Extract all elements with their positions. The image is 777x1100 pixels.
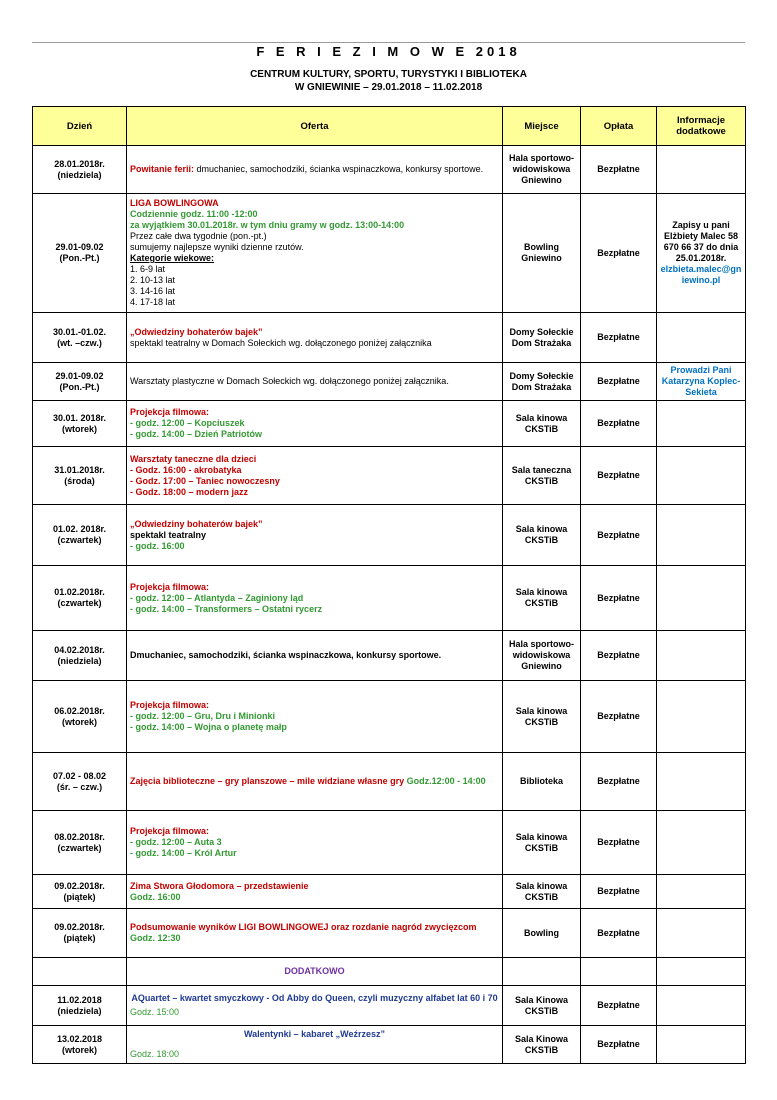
email-link[interactable]: elzbieta.malec@gniewino.pl xyxy=(660,264,742,285)
day-cell: 30.01. 2018r. (wtorek) xyxy=(33,401,127,447)
table-row xyxy=(33,811,746,875)
info-cell xyxy=(657,146,746,194)
place-cell: Sala Kinowa CKSTiB xyxy=(503,986,581,1026)
col-offer: Oferta xyxy=(127,107,503,146)
info-cell xyxy=(657,811,746,875)
info-cell xyxy=(657,1026,746,1064)
day-cell: 09.02.2018r. (piątek) xyxy=(33,875,127,909)
place-cell: Sala kinowa CKSTiB xyxy=(503,566,581,631)
offer-cell: Projekcja filmowa: - godz. 12:00 – Auta 3 - godz. 14:00 – Król Artur xyxy=(127,811,503,875)
day-cell: 29.01-09.02 (Pon.-Pt.) xyxy=(33,363,127,401)
table-row xyxy=(33,875,746,909)
fee-cell: Bezpłatne xyxy=(581,566,657,631)
table-header-row xyxy=(33,107,746,146)
day-cell: 30.01.-01.02. (wt. –czw.) xyxy=(33,313,127,363)
info-cell xyxy=(657,566,746,631)
offer-cell: Warsztaty taneczne dla dzieci - Godz. 16:00 - akrobatyka - Godz. 17:00 – Taniec nowoczesny - Godz. 18:00 – modern jazz xyxy=(127,447,503,505)
page-title: F E R I E Z I M O W E 2018 xyxy=(256,44,521,59)
day-cell: 31.01.2018r. (środa) xyxy=(33,447,127,505)
fee-cell: Bezpłatne xyxy=(581,986,657,1026)
offer-cell: Walentynki – kabaret „Weźrzesz” Godz. 18:00 xyxy=(127,1026,503,1064)
info-cell xyxy=(657,313,746,363)
table-row xyxy=(33,566,746,631)
schedule-table xyxy=(32,106,746,1064)
place-cell: Sala kinowa CKSTiB xyxy=(503,505,581,566)
info-cell xyxy=(657,909,746,958)
day-cell: 01.02.2018r. (czwartek) xyxy=(33,566,127,631)
place-cell: Biblioteka xyxy=(503,753,581,811)
fee-cell: Bezpłatne xyxy=(581,811,657,875)
fee-cell: Bezpłatne xyxy=(581,313,657,363)
info-cell xyxy=(657,986,746,1026)
empty-cell xyxy=(581,958,657,986)
day-cell: 04.02.2018r. (niedziela) xyxy=(33,631,127,681)
fee-cell: Bezpłatne xyxy=(581,681,657,753)
table-row xyxy=(33,401,746,447)
fee-cell: Bezpłatne xyxy=(581,753,657,811)
offer-cell: AQuartet – kwartet smyczkowy - Od Abby do Queen, czyli muzyczny alfabet lat 60 i 70 Godz. 15:00 xyxy=(127,986,503,1026)
table-row xyxy=(33,313,746,363)
col-place: Miejsce xyxy=(503,107,581,146)
offer-cell: Dmuchaniec, samochodziki, ścianka wspinaczkowa, konkursy sportowe. xyxy=(127,631,503,681)
table-row xyxy=(33,194,746,313)
info-cell xyxy=(657,753,746,811)
fee-cell: Bezpłatne xyxy=(581,447,657,505)
table-row xyxy=(33,363,746,401)
fee-cell: Bezpłatne xyxy=(581,401,657,447)
offer-cell: LIGA BOWLINGOWA Codziennie godz. 11:00 -12:00 za wyjątkiem 30.01.2018r. w tym dniu gramy w godz. 13:00-14:00 Przez całe dwa tygodnie (pon.-pt.) sumujemy najlepsze wyniki dzienne rzutów. Kategorie wiekowe: 1. 6-9 lat 2. 10-13 lat 3. 14-16 lat 4. 17-18 lat xyxy=(127,194,503,313)
place-cell: Sala taneczna CKSTiB xyxy=(503,447,581,505)
day-cell: 07.02 - 08.02 (śr. – czw.) xyxy=(33,753,127,811)
table-row xyxy=(33,909,746,958)
place-cell: Sala kinowa CKSTiB xyxy=(503,401,581,447)
place-cell: Bowling Gniewino xyxy=(503,194,581,313)
info-cell xyxy=(657,447,746,505)
fee-cell: Bezpłatne xyxy=(581,875,657,909)
place-cell: Sala kinowa CKSTiB xyxy=(503,875,581,909)
col-info: Informacje dodatkowe xyxy=(657,107,746,146)
info-cell xyxy=(657,401,746,447)
table-row xyxy=(33,631,746,681)
table-row xyxy=(33,753,746,811)
place-cell: Hala sportowo-widowiskowa Gniewino xyxy=(503,146,581,194)
offer-cell: Podsumowanie wyników LIGI BOWLINGOWEJ oraz rozdanie nagród zwycięzcom Godz. 12:30 xyxy=(127,909,503,958)
empty-cell xyxy=(503,958,581,986)
fee-cell: Bezpłatne xyxy=(581,363,657,401)
offer-cell: „Odwiedziny bohaterów bajek” spektakl teatralny w Domach Sołeckich wg. dołączonego poniżej załącznika xyxy=(127,313,503,363)
offer-cell: Projekcja filmowa: - godz. 12:00 – Gru, Dru i Minionki - godz. 14:00 – Wojna o planetę małp xyxy=(127,681,503,753)
empty-cell xyxy=(657,958,746,986)
fee-cell: Bezpłatne xyxy=(581,146,657,194)
top-rule xyxy=(32,42,745,43)
table-row xyxy=(33,681,746,753)
table-row xyxy=(33,146,746,194)
fee-cell: Bezpłatne xyxy=(581,909,657,958)
offer-cell: Zima Stwora Głodomora – przedstawienie Godz. 16:00 xyxy=(127,875,503,909)
page-subtitle xyxy=(0,68,777,94)
info-cell xyxy=(657,631,746,681)
fee-cell: Bezpłatne xyxy=(581,505,657,566)
place-cell: Sala Kinowa CKSTiB xyxy=(503,1026,581,1064)
empty-cell xyxy=(33,958,127,986)
table-row xyxy=(33,1026,746,1064)
place-cell: Hala sportowo-widowiskowa Gniewino xyxy=(503,631,581,681)
info-cell xyxy=(657,505,746,566)
day-cell: 13.02.2018 (wtorek) xyxy=(33,1026,127,1064)
day-cell: 08.02.2018r. (czwartek) xyxy=(33,811,127,875)
place-cell: Sala kinowa CKSTiB xyxy=(503,811,581,875)
day-cell: 11.02.2018 (niedziela) xyxy=(33,986,127,1026)
table-row xyxy=(33,447,746,505)
place-cell: Bowling xyxy=(503,909,581,958)
place-cell: Domy Sołeckie Dom Strażaka xyxy=(503,313,581,363)
day-cell: 29.01-09.02 (Pon.-Pt.) xyxy=(33,194,127,313)
offer-cell: Projekcja filmowa: - godz. 12:00 – Kopciuszek - godz. 14:00 – Dzień Patriotów xyxy=(127,401,503,447)
extra-section-label: DODATKOWO xyxy=(127,958,503,986)
section-row xyxy=(33,958,746,986)
day-cell: 28.01.2018r. (niedziela) xyxy=(33,146,127,194)
offer-cell: Powitanie ferii: dmuchaniec, samochodziki, ścianka wspinaczkowa, konkursy sportowe. xyxy=(127,146,503,194)
fee-cell: Bezpłatne xyxy=(581,631,657,681)
offer-cell: Projekcja filmowa: - godz. 12:00 – Atlantyda – Zaginiony ląd - godz. 14:00 – Transformers – Ostatni rycerz xyxy=(127,566,503,631)
subtitle-line-2: W GNIEWINIE – 29.01.2018 – 11.02.2018 xyxy=(294,82,483,93)
subtitle-line-1: CENTRUM KULTURY, SPORTU, TURYSTYKI I BIBLIOTEKA xyxy=(250,69,527,80)
info-cell: Prowadzi Pani Katarzyna Koplec-Sekieta xyxy=(657,363,746,401)
place-cell: Domy Sołeckie Dom Strażaka xyxy=(503,363,581,401)
info-cell xyxy=(657,875,746,909)
offer-cell: „Odwiedziny bohaterów bajek” spektakl teatralny - godz. 16:00 xyxy=(127,505,503,566)
offer-cell: Warsztaty plastyczne w Domach Sołeckich wg. dołączonego poniżej załącznika. xyxy=(127,363,503,401)
col-fee: Opłata xyxy=(581,107,657,146)
place-cell: Sala kinowa CKSTiB xyxy=(503,681,581,753)
table-row xyxy=(33,986,746,1026)
day-cell: 06.02.2018r. (wtorek) xyxy=(33,681,127,753)
info-cell xyxy=(657,681,746,753)
info-cell: Zapisy u pani Elżbiety Malec 58 670 66 37 do dnia 25.01.2018r. elzbieta.malec@gniewino.pl xyxy=(657,194,746,313)
day-cell: 09.02.2018r. (piątek) xyxy=(33,909,127,958)
fee-cell: Bezpłatne xyxy=(581,194,657,313)
day-cell: 01.02. 2018r. (czwartek) xyxy=(33,505,127,566)
fee-cell: Bezpłatne xyxy=(581,1026,657,1064)
col-day: Dzień xyxy=(33,107,127,146)
offer-cell: Zajęcia biblioteczne – gry planszowe – mile widziane własne gry Godz.12:00 - 14:00 xyxy=(127,753,503,811)
table-row xyxy=(33,505,746,566)
